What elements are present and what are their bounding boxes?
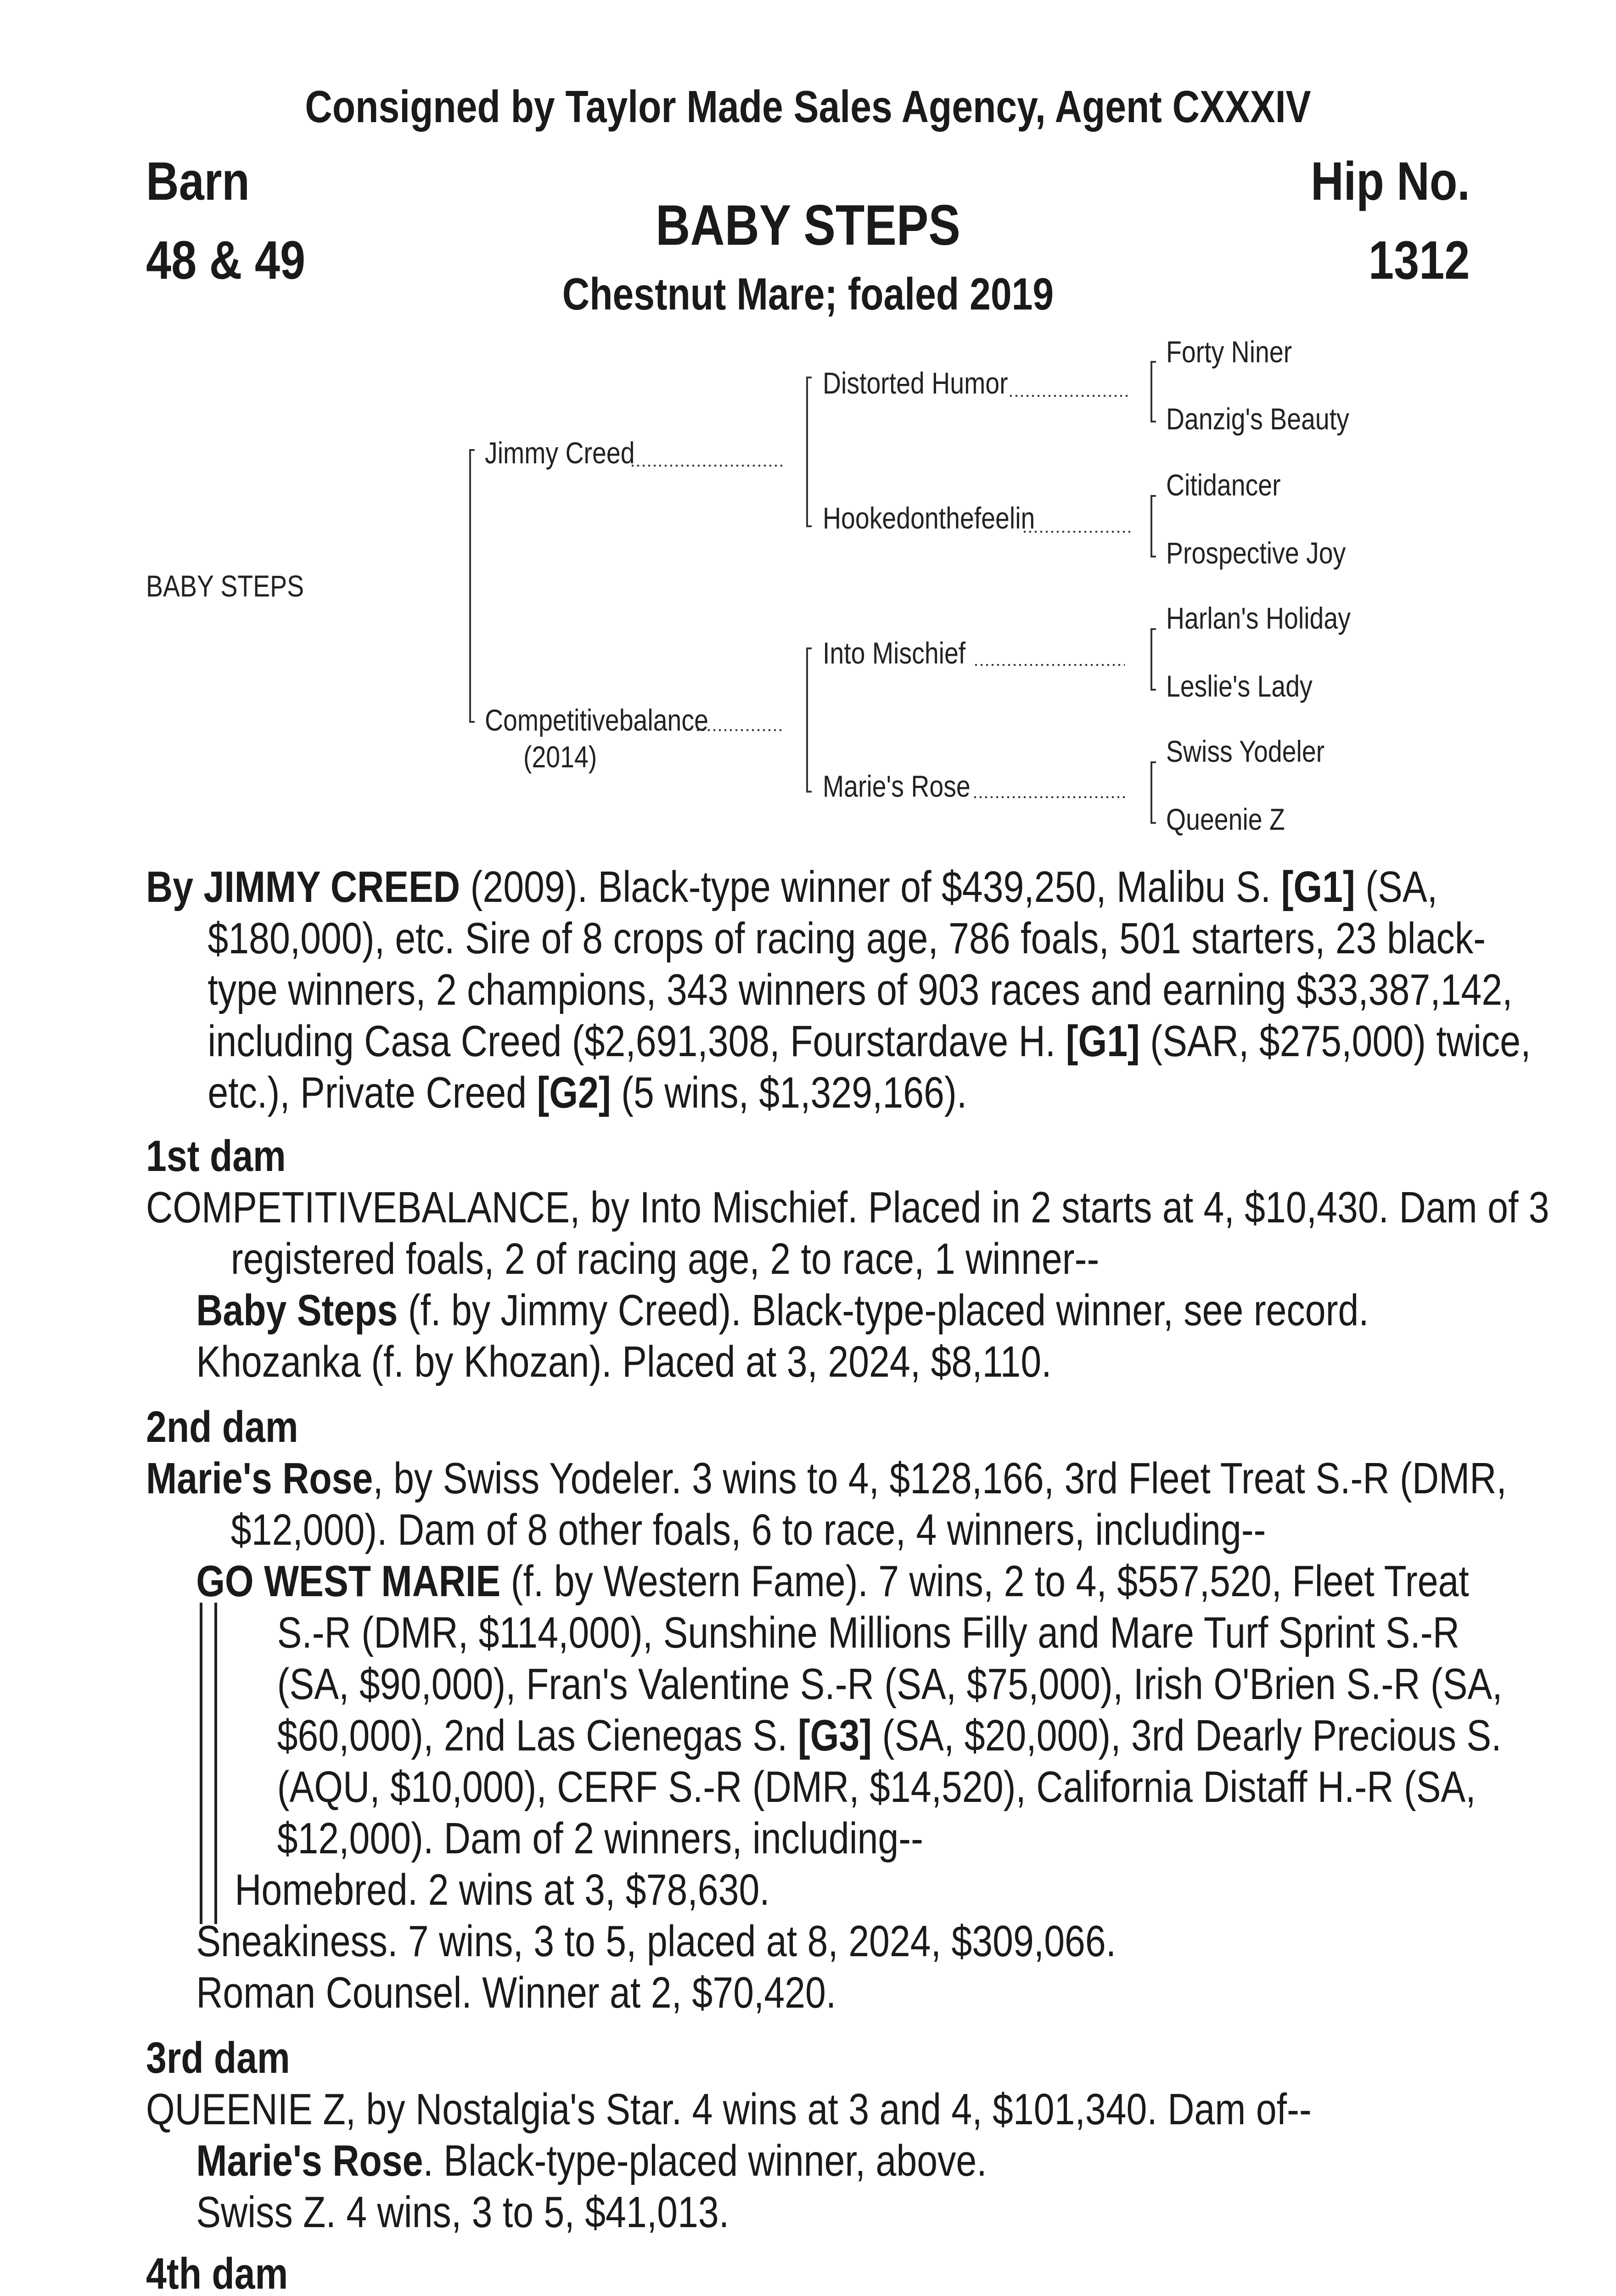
third-dam-foal-1: Marie's Rose. Black-type-placed winner, above. bbox=[196, 2136, 987, 2185]
first-dam-heading: 1st dam bbox=[146, 1131, 286, 1181]
second-dam-section: 2nd dam Marie's Rose, by Swiss Yodeler. 3 wins to 4, $128,166, 3rd Fleet Treat S.-R (DMR, $12,000). Dam of 8 other foals, 6 to race, 4 winners, including-- GO WEST MARIE (f. by Western Fame). 7 wins, 2 to 4, $557,520, Fleet Treat S.-R (DMR, $114,000), Sunshine Millions Filly and Mare Turf Sprint S.-R (SA, $90,000), Fran's Valentine S.-R (SA, $75,000), Irish O'Brien S.-R (SA, $60,000), 2nd Las Cienegas S. [G3] (SA, $20,000), 3rd Dearly Precious S. (AQU, $10,000), CERF S.-R (DMR, $14,520), California Distaff H.-R (SA, $12,000). Dam of 2 winners, including-- Homebred. 2 wins at 3, $78,630. Sneakiness. 7 wins, 3 to 5, placed at 8, 2024, $309,066. Roman Counsel. Winner at 2, $70,420. bbox=[146, 1401, 1470, 2019]
second-dam-name: Marie's Rose bbox=[146, 1454, 373, 1503]
hip-label: Hip No. bbox=[1311, 151, 1470, 212]
second-dam-heading: 2nd dam bbox=[146, 1402, 298, 1452]
pedigree-bracket-lines bbox=[0, 0, 1616, 863]
second-dam-foal-3: Roman Counsel. Winner at 2, $70,420. bbox=[196, 1968, 836, 2017]
third-dam-heading: 3rd dam bbox=[146, 2033, 290, 2082]
second-dam-foal-2: Sneakiness. 7 wins, 3 to 5, placed at 8, 2024, $309,066. bbox=[196, 1917, 1117, 1966]
pedigree-dam-dam: Marie's Rose bbox=[823, 769, 971, 803]
third-dam-section bbox=[146, 2032, 1470, 2238]
second-dam-foal-1-offspring: Homebred. 2 wins at 3, $78,630. bbox=[235, 1865, 770, 1914]
pedigree-dam-year: (2014) bbox=[523, 740, 597, 774]
pedigree-sire-dam: Hookedonthefeelin bbox=[823, 501, 1035, 535]
pedigree-sire-sire: Distorted Humor bbox=[823, 366, 1008, 400]
pedigree-g1: Forty Niner bbox=[1166, 335, 1292, 369]
pedigree-g7: Swiss Yodeler bbox=[1166, 734, 1325, 768]
third-dam-text: QUEENIE Z, by Nostalgia's Star. 4 wins at 3 and 4, $101,340. Dam of-- bbox=[146, 2085, 1312, 2134]
pedigree-g4: Prospective Joy bbox=[1166, 536, 1346, 570]
pedigree-g3: Citidancer bbox=[1166, 468, 1281, 502]
consignor-line: Consigned by Taylor Made Sales Agency, Agent CXXXIV bbox=[305, 81, 1311, 132]
first-dam-foal-1: Baby Steps (f. by Jimmy Creed). Black-type-placed winner, see record. bbox=[196, 1286, 1369, 1335]
barn-label: Barn bbox=[146, 151, 250, 212]
horse-name: BABY STEPS bbox=[656, 194, 960, 257]
pedigree-dam: Competitivebalance bbox=[485, 703, 708, 737]
sire-paragraph: By JIMMY CREED (2009). Black-type winner of $439,250, Malibu S. [G1] (SA, $180,000), etc. Sire of 8 crops of racing age, 786 foals, 501 starters, 23 black-type winners, 2 champions, 343 winners of 903 races and earning $33,387,142, including Casa Creed ($2,691,308, Fourstardave H. [G1] (SAR, $275,000) twice, etc.), Private Creed [G2] (5 wins, $1,329,166). bbox=[146, 862, 1531, 1117]
barn-number: 48 & 49 bbox=[146, 230, 306, 291]
hip-number: 1312 bbox=[1369, 230, 1470, 291]
descendant-indent-bars bbox=[197, 1603, 225, 1933]
pedigree-g6: Leslie's Lady bbox=[1166, 669, 1313, 703]
pedigree-g2: Danzig's Beauty bbox=[1166, 402, 1349, 436]
first-dam-section bbox=[146, 1131, 1549, 1388]
second-dam-foal-1: GO WEST MARIE (f. by Western Fame). 7 wins, 2 to 4, $557,520, Fleet Treat S.-R (DMR, $114,000), Sunshine Millions Filly and Mare Turf Sprint S.-R (SA, $90,000), Fran's Valentine S.-R (SA, $75,000), Irish O'Brien S.-R (SA, $60,000), 2nd Las Cienegas S. [G3] (SA, $20,000), 3rd Dearly Precious S. (AQU, $10,000), CERF S.-R (DMR, $14,520), California Distaff H.-R (SA, $12,000). Dam of 2 winners, including-- bbox=[196, 1557, 1503, 1863]
first-dam-text: COMPETITIVEBALANCE, by Into Mischief. Placed in 2 starts at 4, $10,430. Dam of 3 registered foals, 2 of racing age, 2 to race, 1 winner-- bbox=[146, 1183, 1549, 1283]
pedigree-g5: Harlan's Holiday bbox=[1166, 601, 1351, 635]
horse-description: Chestnut Mare; foaled 2019 bbox=[562, 269, 1054, 319]
pedigree-sire: Jimmy Creed bbox=[485, 436, 635, 470]
first-dam-foal-2: Khozanka (f. by Khozan). Placed at 3, 2024, $8,110. bbox=[196, 1337, 1052, 1386]
fourth-dam-section bbox=[146, 2248, 1470, 2296]
pedigree-subject: BABY STEPS bbox=[146, 569, 304, 603]
pedigree-dam-sire: Into Mischief bbox=[823, 636, 966, 670]
fourth-dam-heading: 4th dam bbox=[146, 2249, 288, 2296]
pedigree-g8: Queenie Z bbox=[1166, 802, 1285, 836]
sire-name: By JIMMY CREED bbox=[146, 862, 460, 912]
third-dam-foal-2: Swiss Z. 4 wins, 3 to 5, $41,013. bbox=[196, 2188, 729, 2237]
